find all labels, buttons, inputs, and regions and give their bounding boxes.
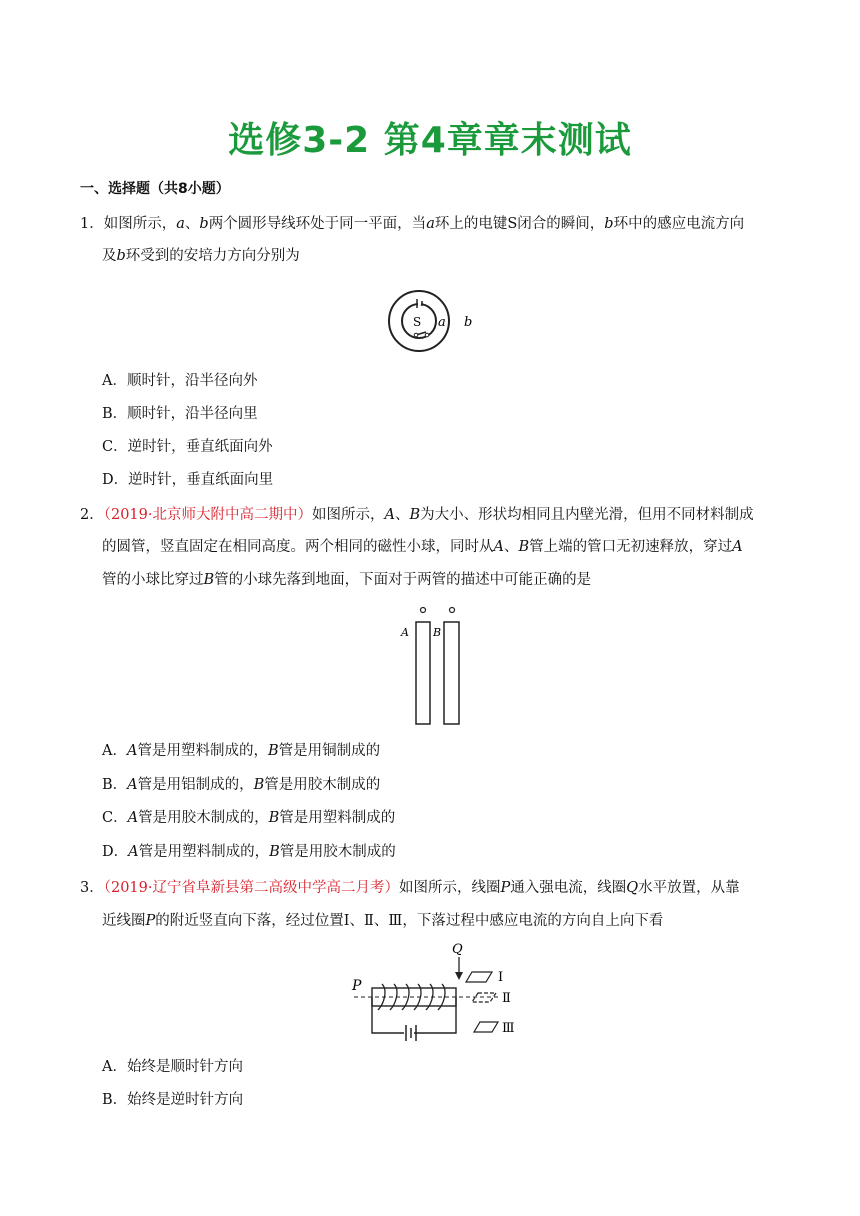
q3-stem-line1: 3．（2019·辽宁省阜新县第二高级中学高二月考）如图所示，线圈P通入强电流，线圈Q水平放置，从靠 — [80, 880, 740, 896]
section-heading: 一、选择题（共8小题） — [80, 181, 230, 197]
page-title: 选修3-2 第4章章末测试 — [228, 120, 632, 161]
label-position-2: Ⅱ — [502, 991, 511, 1006]
q1-stem-line2: 及b环受到的安培力方向分别为 — [102, 248, 300, 264]
q2-option-c: C．A管是用胶木制成的，B管是用塑料制成的 — [102, 810, 396, 826]
q2-option-b: B．A管是用铝制成的，B管是用胶木制成的 — [102, 777, 381, 793]
label-p: P — [352, 978, 362, 994]
q3-option-a: A．始终是顺时针方向 — [102, 1059, 243, 1075]
q1-option-c: C．逆时针，垂直纸面向外 — [102, 439, 273, 455]
loop-position-1 — [466, 972, 492, 982]
q1-option-b: B．顺时针，沿半径向里 — [102, 406, 258, 422]
label-tube-a: A — [401, 626, 409, 639]
tube-b — [444, 622, 459, 724]
q2-option-a: A．A管是用塑料制成的，B管是用铜制成的 — [102, 743, 381, 759]
q3-coil-figure — [348, 938, 528, 1048]
q2-source: （2019·北京师大附中高二期中） — [103, 507, 312, 523]
q2-option-d: D．A管是用塑料制成的，B管是用胶木制成的 — [102, 844, 396, 860]
label-b: b — [464, 315, 473, 330]
q3-option-b: B．始终是逆时针方向 — [102, 1092, 244, 1108]
q3-source: （2019·辽宁省阜新县第二高级中学高二月考） — [103, 880, 399, 896]
q1-ring-figure — [380, 282, 490, 358]
label-q: Q — [452, 942, 463, 957]
q2-stem-line2: 的圆管，竖直固定在相同高度。两个相同的磁性小球，同时从A、B管上端的管口无初速释放，穿过A — [102, 539, 743, 555]
q2-stem-line3: 管的小球比穿过B管的小球先落到地面，下面对于两管的描述中可能正确的是 — [102, 572, 592, 588]
tube-a — [416, 622, 430, 724]
label-a: a — [438, 315, 446, 330]
q1-option-d: D．逆时针，垂直纸面向里 — [102, 472, 274, 488]
loop-position-3 — [474, 1022, 498, 1032]
q2-stem-line1: 2．（2019·北京师大附中高二期中）如图所示，A、B为大小、形状均相同且内壁光滑，但用不同材料制成 — [80, 507, 754, 523]
label-position-3: Ⅲ — [502, 1021, 515, 1036]
q1-option-a: A．顺时针，沿半径向外 — [102, 373, 258, 389]
q1-stem-line1: 1．如图所示，a、b两个圆形导线环处于同一平面，当a环上的电键S闭合的瞬间，b环中的感应电流方向 — [80, 216, 745, 232]
ball-a — [421, 608, 426, 613]
label-tube-b: B — [433, 626, 442, 639]
q3-stem-line2: 近线圈P的附近竖直向下落，经过位置Ⅰ、Ⅱ、Ⅲ，下落过程中感应电流的方向自上向下看 — [102, 913, 664, 929]
ball-b — [450, 608, 455, 613]
q2-tube-figure — [396, 605, 476, 730]
label-s: S — [413, 315, 422, 329]
label-position-1: Ⅰ — [498, 970, 504, 985]
